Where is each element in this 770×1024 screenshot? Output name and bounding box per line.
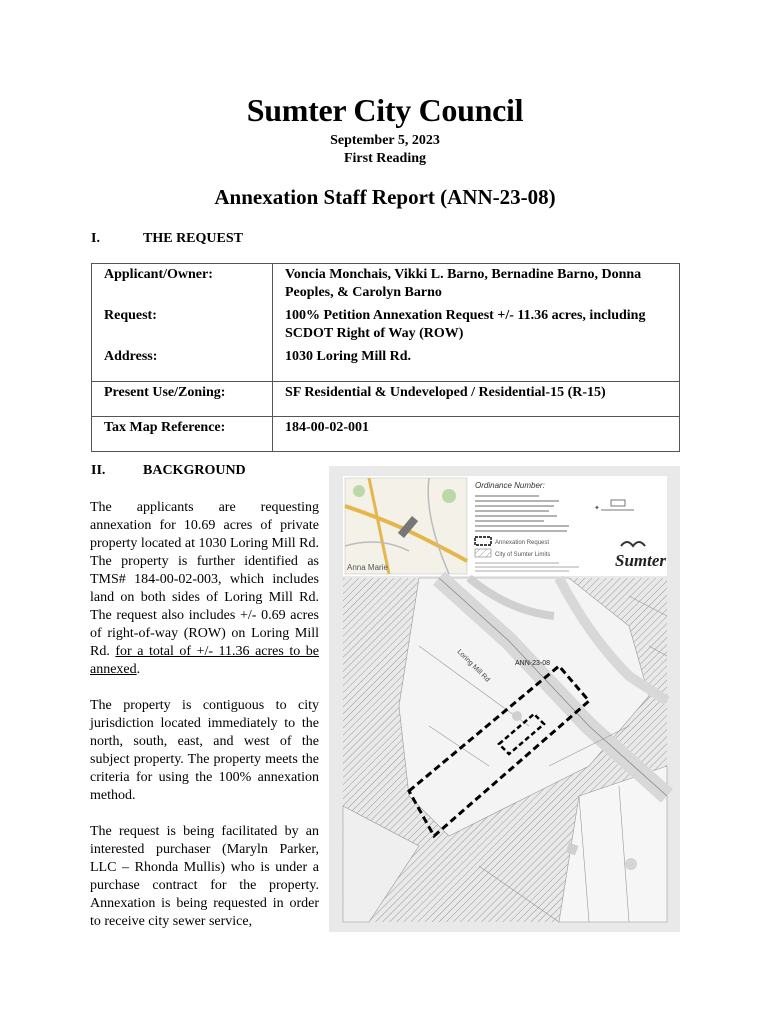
report-title: Annexation Staff Report (ANN-23-08) bbox=[214, 185, 556, 209]
address-label: Address: bbox=[92, 346, 273, 381]
table-row bbox=[92, 305, 680, 346]
section-title: BACKGROUND bbox=[143, 463, 246, 478]
applicant-label: Applicant/Owner: bbox=[92, 264, 273, 306]
paragraph-text: The applicants are requesting annexation for 10.69 acres of private property located at 1030 Loring Mill Rd. The property is further identified as TMS# 184-00-02-003, which includes land on both sides of Loring Mill Rd. The request also includes +/- 0.69 acres of right-of-way (ROW) on Loring Mill Rd. bbox=[90, 500, 320, 659]
applicant-value: Voncia Monchais, Vikki L. Barno, Bernadine Barno, Donna Peoples, & Carolyn Barno bbox=[273, 264, 680, 306]
table-row bbox=[92, 381, 680, 416]
zoning-label: Present Use/Zoning: bbox=[92, 381, 273, 416]
tax-map-value: 184-00-02-001 bbox=[273, 416, 680, 451]
paragraph-end: . bbox=[136, 662, 141, 677]
meeting-date: September 5, 2023 bbox=[330, 133, 440, 148]
background-text bbox=[90, 499, 319, 949]
ordinance-label: Ordinance Number: bbox=[475, 481, 545, 490]
parcel-map bbox=[343, 578, 667, 922]
logo-text: Sumter bbox=[615, 551, 667, 570]
annexation-map bbox=[329, 466, 680, 932]
locator-inset bbox=[345, 478, 467, 574]
request-value: 100% Petition Annexation Request +/- 11.36 acres, including SCDOT Right of Way (ROW) bbox=[273, 305, 680, 346]
legend-limits-label: City of Sumter Limits bbox=[495, 552, 551, 558]
section-number: I. bbox=[91, 231, 100, 246]
page-title: Sumter City Council bbox=[246, 92, 524, 128]
paragraph bbox=[90, 499, 319, 679]
legend-request-label: Annexation Request bbox=[495, 540, 550, 546]
paragraph-underlined: for a total of +/- 11.36 acres to be annexed bbox=[90, 644, 319, 677]
section-title: THE REQUEST bbox=[143, 231, 243, 246]
tax-map-label: Tax Map Reference: bbox=[92, 416, 273, 451]
zoning-value: SF Residential & Undeveloped / Residential-15 (R-15) bbox=[273, 381, 680, 416]
request-table bbox=[91, 263, 680, 452]
section-number: II. bbox=[91, 463, 106, 478]
table-row bbox=[92, 346, 680, 381]
reading-label: First Reading bbox=[343, 151, 427, 166]
request-label: Request: bbox=[92, 305, 273, 346]
table-row bbox=[92, 416, 680, 451]
inset-label: Anna Marie bbox=[347, 563, 388, 572]
address-value: 1030 Loring Mill Rd. bbox=[273, 346, 680, 381]
case-label: ANN-23-08 bbox=[515, 660, 551, 667]
paragraph: The property is contiguous to city jurisdiction located immediately to the north, south, east, and west of the subject property. The property meets the criteria for using the 100% annexation method. bbox=[90, 698, 319, 803]
svg-text:✦: ✦ bbox=[594, 505, 600, 512]
legend-limits-swatch bbox=[475, 549, 491, 557]
road-label: Loring Mill Rd bbox=[455, 648, 491, 684]
table-row bbox=[92, 264, 680, 306]
paragraph: The request is being facilitated by an interested purchaser (Maryln Parker, LLC – Rhonda Mullis) who is under a purchase contract for the property. Annexation is being requested in order to receive city sewer service, bbox=[90, 824, 319, 929]
